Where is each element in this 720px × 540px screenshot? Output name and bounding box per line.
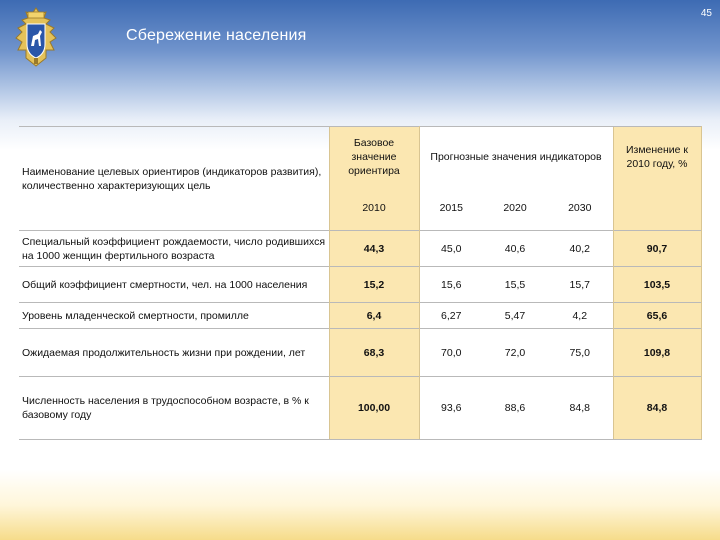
header-base-value: Базовое значение ориентира: [329, 127, 419, 187]
change-value: 90,7: [613, 231, 701, 267]
base-value: 6,4: [329, 303, 419, 329]
forecast-2020: 72,0: [483, 329, 547, 377]
header-year-2020: 2020: [483, 187, 547, 231]
forecast-2020: 5,47: [483, 303, 547, 329]
header-indicator-name: Наименование целевых ориентиров (индикаторов развития), количественно характеризующих цель: [19, 127, 329, 231]
table-row: [19, 267, 701, 303]
table-header-row: [19, 127, 701, 187]
change-value: 65,6: [613, 303, 701, 329]
forecast-2030: 75,0: [547, 329, 613, 377]
header-year-2030: 2030: [547, 187, 613, 231]
coat-of-arms-icon: [10, 6, 62, 68]
forecast-2015: 15,6: [419, 267, 483, 303]
indicator-name: Общий коэффициент смертности, чел. на 1000 населения: [19, 267, 329, 303]
base-value: 100,00: [329, 377, 419, 440]
base-value: 68,3: [329, 329, 419, 377]
indicator-name: Численность населения в трудоспособном возрасте, в % к базовому году: [19, 377, 329, 440]
forecast-2030: 15,7: [547, 267, 613, 303]
forecast-2015: 6,27: [419, 303, 483, 329]
forecast-2030: 4,2: [547, 303, 613, 329]
change-value: 103,5: [613, 267, 701, 303]
table-row: [19, 231, 701, 267]
change-value: 109,8: [613, 329, 701, 377]
forecast-2020: 15,5: [483, 267, 547, 303]
forecast-2015: 45,0: [419, 231, 483, 267]
indicators-table: [19, 126, 701, 439]
table-row: [19, 377, 701, 440]
table-row: [19, 329, 701, 377]
forecast-2015: 93,6: [419, 377, 483, 440]
base-value: 44,3: [329, 231, 419, 267]
forecast-2020: 40,6: [483, 231, 547, 267]
page-number: 45: [700, 8, 712, 19]
base-value: 15,2: [329, 267, 419, 303]
header-change-empty: [613, 187, 701, 231]
header-year-2015: 2015: [419, 187, 483, 231]
table-row: [19, 303, 701, 329]
page-title: Сбережение населения: [126, 27, 307, 44]
indicator-name: Уровень младенческой смертности, промилле: [19, 303, 329, 329]
forecast-2020: 88,6: [483, 377, 547, 440]
indicator-name: Ожидаемая продолжительность жизни при рождении, лет: [19, 329, 329, 377]
header-change: Изменение к 2010 году, %: [613, 127, 701, 187]
change-value: 84,8: [613, 377, 701, 440]
indicator-name: Специальный коэффициент рождаемости, число родившихся на 1000 женщин фертильного возраста: [19, 231, 329, 267]
forecast-2030: 84,8: [547, 377, 613, 440]
forecast-2015: 70,0: [419, 329, 483, 377]
header-year-2010: 2010: [329, 187, 419, 231]
forecast-2030: 40,2: [547, 231, 613, 267]
header-forecast: Прогнозные значения индикаторов: [419, 127, 613, 187]
